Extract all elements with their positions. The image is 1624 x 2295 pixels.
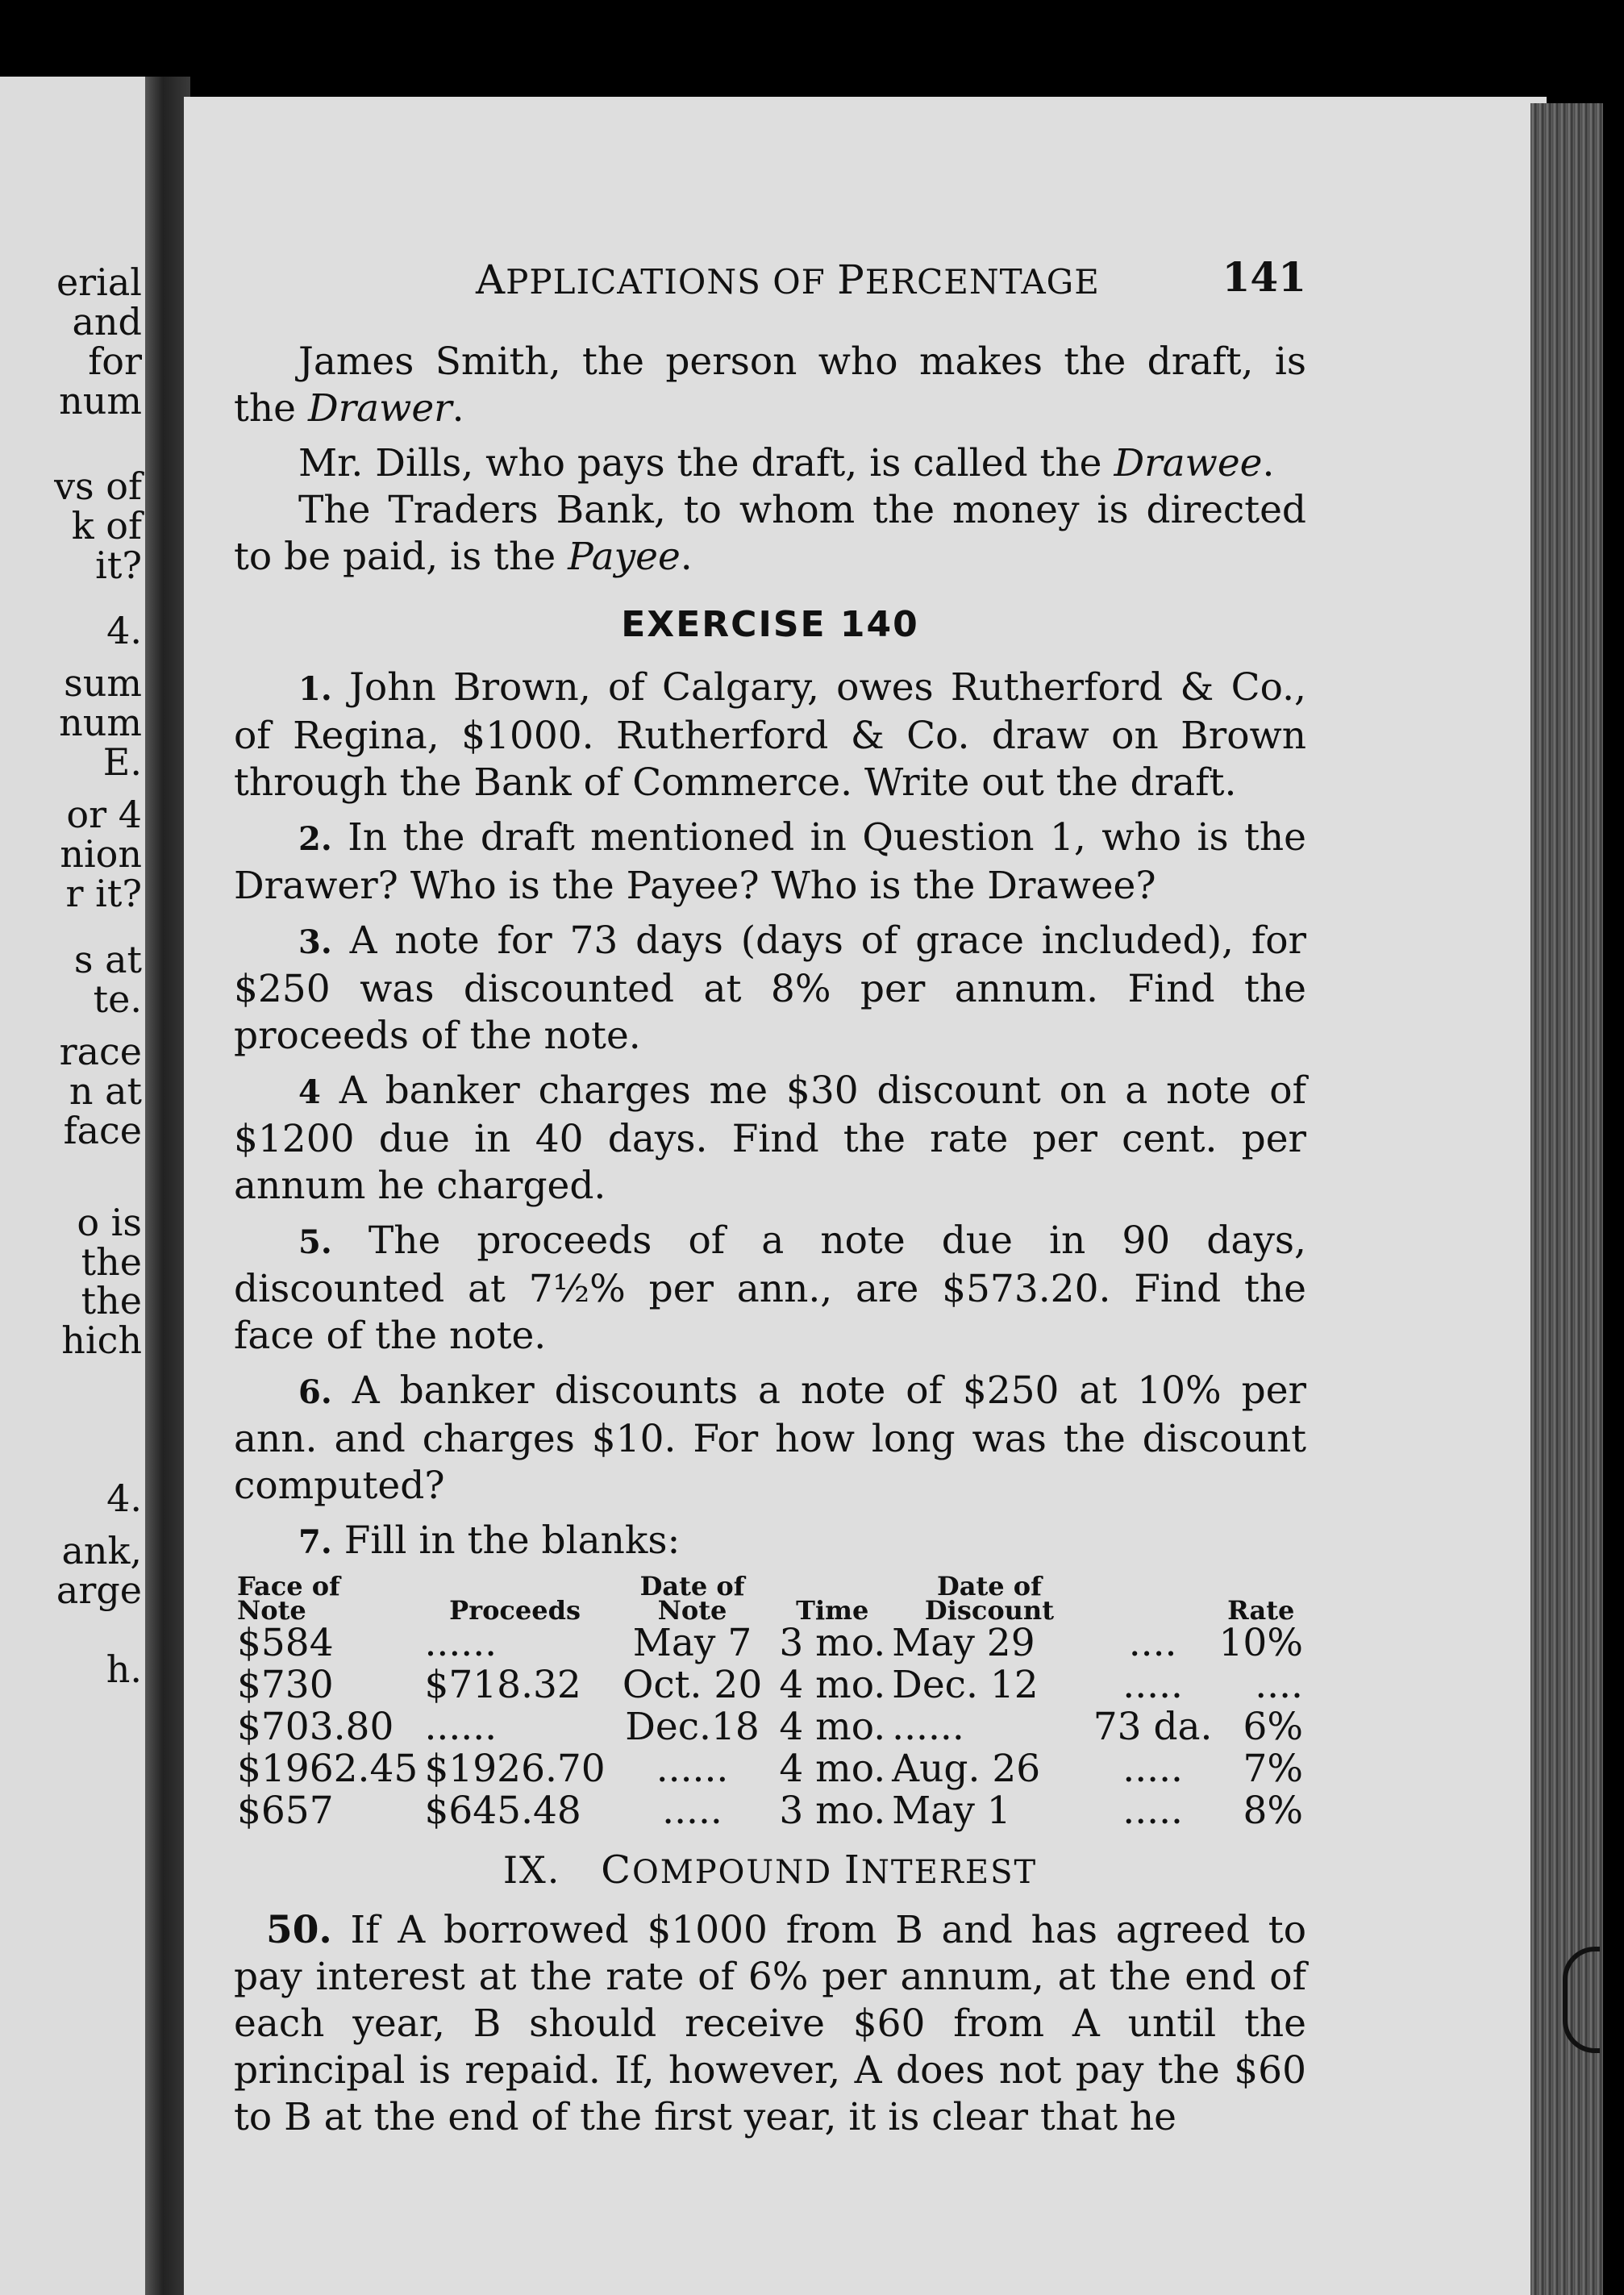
section-rest-c: OMPOUND (631, 1854, 844, 1891)
table-cell: Aug. 26 (892, 1747, 1041, 1791)
problem-number: 6. (298, 1373, 332, 1411)
paragraph-50 (234, 1907, 1306, 2141)
table-cell: 8% (1243, 1789, 1303, 1833)
running-head (234, 250, 1306, 306)
table-cell: $730 (237, 1663, 334, 1707)
title-rest-a: PPLICATIONS OF (506, 262, 838, 302)
left-page-fragment: ank, (61, 1529, 142, 1573)
table-cell: ..... (1122, 1789, 1183, 1833)
drawee-term: Drawee (1114, 441, 1263, 485)
problem-item (234, 918, 1306, 1060)
table-cell: .... (1255, 1663, 1303, 1707)
table-cell: ..... (1122, 1747, 1183, 1791)
table-cell: 6% (1243, 1705, 1303, 1749)
table-cell: ...... (424, 1621, 498, 1665)
paragraph-number: 50. (266, 1908, 332, 1952)
left-page-fragment: hich (61, 1318, 142, 1363)
table-cell: $1962.45 (237, 1747, 418, 1791)
problem-text: A banker charges me $30 discount on a note of $1200 due in 40 days. Find the rate per cent. per annum he charged. (234, 1068, 1306, 1208)
table-cell: .... (1128, 1621, 1177, 1665)
left-page-fragment: the (81, 1239, 142, 1284)
left-page-fragment: E. (102, 740, 142, 785)
table-cell: ...... (892, 1705, 964, 1749)
table-cell: ..... (1122, 1663, 1183, 1707)
problem-item (234, 814, 1306, 910)
column-header: Rate (1227, 1595, 1295, 1626)
column-header: Face of Note (237, 1571, 340, 1626)
problem-item (234, 1518, 1306, 1566)
section-initial-i: I (843, 1847, 861, 1893)
left-page-fragment: 4. (106, 609, 142, 653)
intro-drawee-end: . (1262, 441, 1275, 485)
title-initial-p: P (837, 256, 865, 303)
table-cell: 7% (1243, 1747, 1303, 1791)
table-header-row (234, 1574, 1306, 1622)
problem-text: The proceeds of a note due in 90 days, discounted at 7½% per ann., are $573.20. Find the face of the note. (234, 1218, 1306, 1358)
problem-text: A note for 73 days (days of grace included), for $250 was discounted at 8% per annum. Find the proceeds of the note. (234, 918, 1306, 1058)
payee-term: Payee (568, 535, 681, 579)
problem-text: Fill in the blanks: (344, 1518, 681, 1563)
left-page-fragment: it? (95, 543, 142, 587)
left-page-fragment: for (88, 339, 142, 383)
table-body (234, 1622, 1306, 1832)
left-page-fragment: te. (93, 977, 142, 1021)
table-cell: 10% (1218, 1621, 1303, 1665)
table-cell: May 7 (632, 1621, 752, 1665)
table-cell: ..... (662, 1789, 722, 1833)
left-page-edge (0, 77, 153, 2295)
section-title (234, 1847, 1306, 1896)
problem-text: John Brown, of Calgary, owes Rutherford & Co., of Regina, $1000. Rutherford & Co. draw on Brown through the Bank of Commerce. Write out the draft. (234, 665, 1306, 805)
table-cell: 4 mo. (779, 1747, 886, 1791)
table-cell: $645.48 (424, 1789, 581, 1833)
problem-item (234, 664, 1306, 806)
problem-number: 4 (298, 1073, 321, 1111)
table-cell: ...... (656, 1747, 729, 1791)
running-title (476, 256, 1100, 303)
left-page-fragment: h. (106, 1647, 142, 1691)
left-page-fragment: and (72, 300, 142, 344)
problem-text: In the draft mentioned in Question 1, who is the Drawer? Who is the Payee? Who is the Drawee? (234, 815, 1306, 908)
problem-number: 2. (298, 820, 332, 858)
title-rest-p: ERCENTAGE (864, 262, 1100, 302)
intro-drawer (234, 339, 1306, 432)
left-page-fragment: n at (69, 1068, 142, 1113)
title-initial-a: A (476, 256, 506, 303)
column-header (1090, 1574, 1216, 1622)
problem-item (234, 1218, 1306, 1360)
left-page-fragment: r it? (65, 872, 142, 916)
column-header: Date of Note (639, 1571, 745, 1626)
table-row (234, 1664, 1306, 1706)
table-cell: 3 mo. (779, 1621, 886, 1665)
paragraph-text: If A borrowed $1000 from B and has agreed to pay interest at the rate of 6% per annum, at the end of each year, B should receive $60 from A until the principal is repaid. If, however, A does not pay the $60 to B at the end of the first year, it is clear that he (234, 1908, 1306, 2139)
fill-in-table (234, 1571, 1306, 1833)
intro-drawee (234, 440, 1306, 487)
body-text (234, 339, 1306, 2141)
left-page-fragment: o is (77, 1200, 142, 1244)
problem-number: 3. (298, 923, 332, 961)
drawer-term: Drawer (307, 386, 452, 431)
intro-payee-text: The Traders Bank, to whom the money is directed to be paid, is the (234, 488, 1306, 579)
column-header: Proceeds (449, 1595, 581, 1626)
problem-item (234, 1368, 1306, 1510)
table-cell: 3 mo. (779, 1789, 886, 1833)
column-header: Date of Discount (924, 1571, 1054, 1626)
table-row (234, 1790, 1306, 1832)
table-cell: $1926.70 (424, 1747, 606, 1791)
table-cell: $718.32 (424, 1663, 581, 1707)
table-cell: 4 mo. (779, 1663, 886, 1707)
left-page-fragment: vs of (54, 464, 142, 508)
left-page-fragment: s at (73, 937, 142, 981)
problem-item (234, 1068, 1306, 1210)
table-cell: Oct. 20 (622, 1663, 763, 1707)
intro-payee-end: . (680, 535, 693, 579)
table-row (234, 1622, 1306, 1664)
intro-drawee-text: Mr. Dills, who pays the draft, is called the (298, 441, 1114, 485)
left-page-fragment: or 4 (66, 793, 142, 837)
table-cell: Dec. 12 (892, 1663, 1039, 1707)
table-row (234, 1706, 1306, 1748)
table-cell: $703.80 (237, 1705, 394, 1749)
table-cell: May 1 (892, 1789, 1011, 1833)
left-page-fragment: k of (71, 503, 142, 548)
left-page-fragment: erial (56, 260, 142, 305)
table-cell: $657 (237, 1789, 334, 1833)
left-page-fragment: 4. (106, 1476, 142, 1520)
table-cell: 73 da. (1093, 1705, 1213, 1749)
problem-number: 1. (298, 670, 332, 708)
section-rest-i: NTEREST (860, 1854, 1038, 1891)
left-page-fragment: num (59, 701, 142, 745)
intro-drawer-text: James Smith, the person who makes the draft, is the (234, 339, 1306, 431)
intro-drawer-end: . (452, 386, 464, 431)
column-header: Time (796, 1595, 869, 1626)
scan-artifact (1563, 1947, 1600, 2053)
left-page-fragment: nion (60, 832, 142, 877)
table-cell: May 29 (892, 1621, 1035, 1665)
problem-number: 5. (298, 1223, 332, 1261)
problem-number: 7. (298, 1523, 332, 1561)
section-initial-c: C (601, 1847, 632, 1893)
exercise-title: EXERCISE 140 (621, 604, 919, 645)
intro-payee (234, 487, 1306, 581)
table-row (234, 1748, 1306, 1790)
left-page-fragment: race (59, 1029, 142, 1073)
table-cell: $584 (237, 1621, 334, 1665)
left-page-fragment: num (59, 378, 142, 423)
table-cell: Dec.18 (625, 1705, 760, 1749)
left-page-fragment: arge (56, 1568, 142, 1613)
problem-text: A banker discounts a note of $250 at 10% per ann. and charges $10. For how long was the discount computed? (234, 1368, 1306, 1508)
left-page-fragment: the (81, 1279, 142, 1323)
problem-list (234, 664, 1306, 1566)
table-cell: ...... (424, 1705, 498, 1749)
table-cell: 4 mo. (779, 1705, 886, 1749)
left-page-fragment: face (63, 1108, 142, 1152)
left-page-fragment: sum (64, 661, 142, 706)
page-number: 141 (1222, 253, 1306, 301)
section-numeral: IX. (502, 1848, 561, 1892)
